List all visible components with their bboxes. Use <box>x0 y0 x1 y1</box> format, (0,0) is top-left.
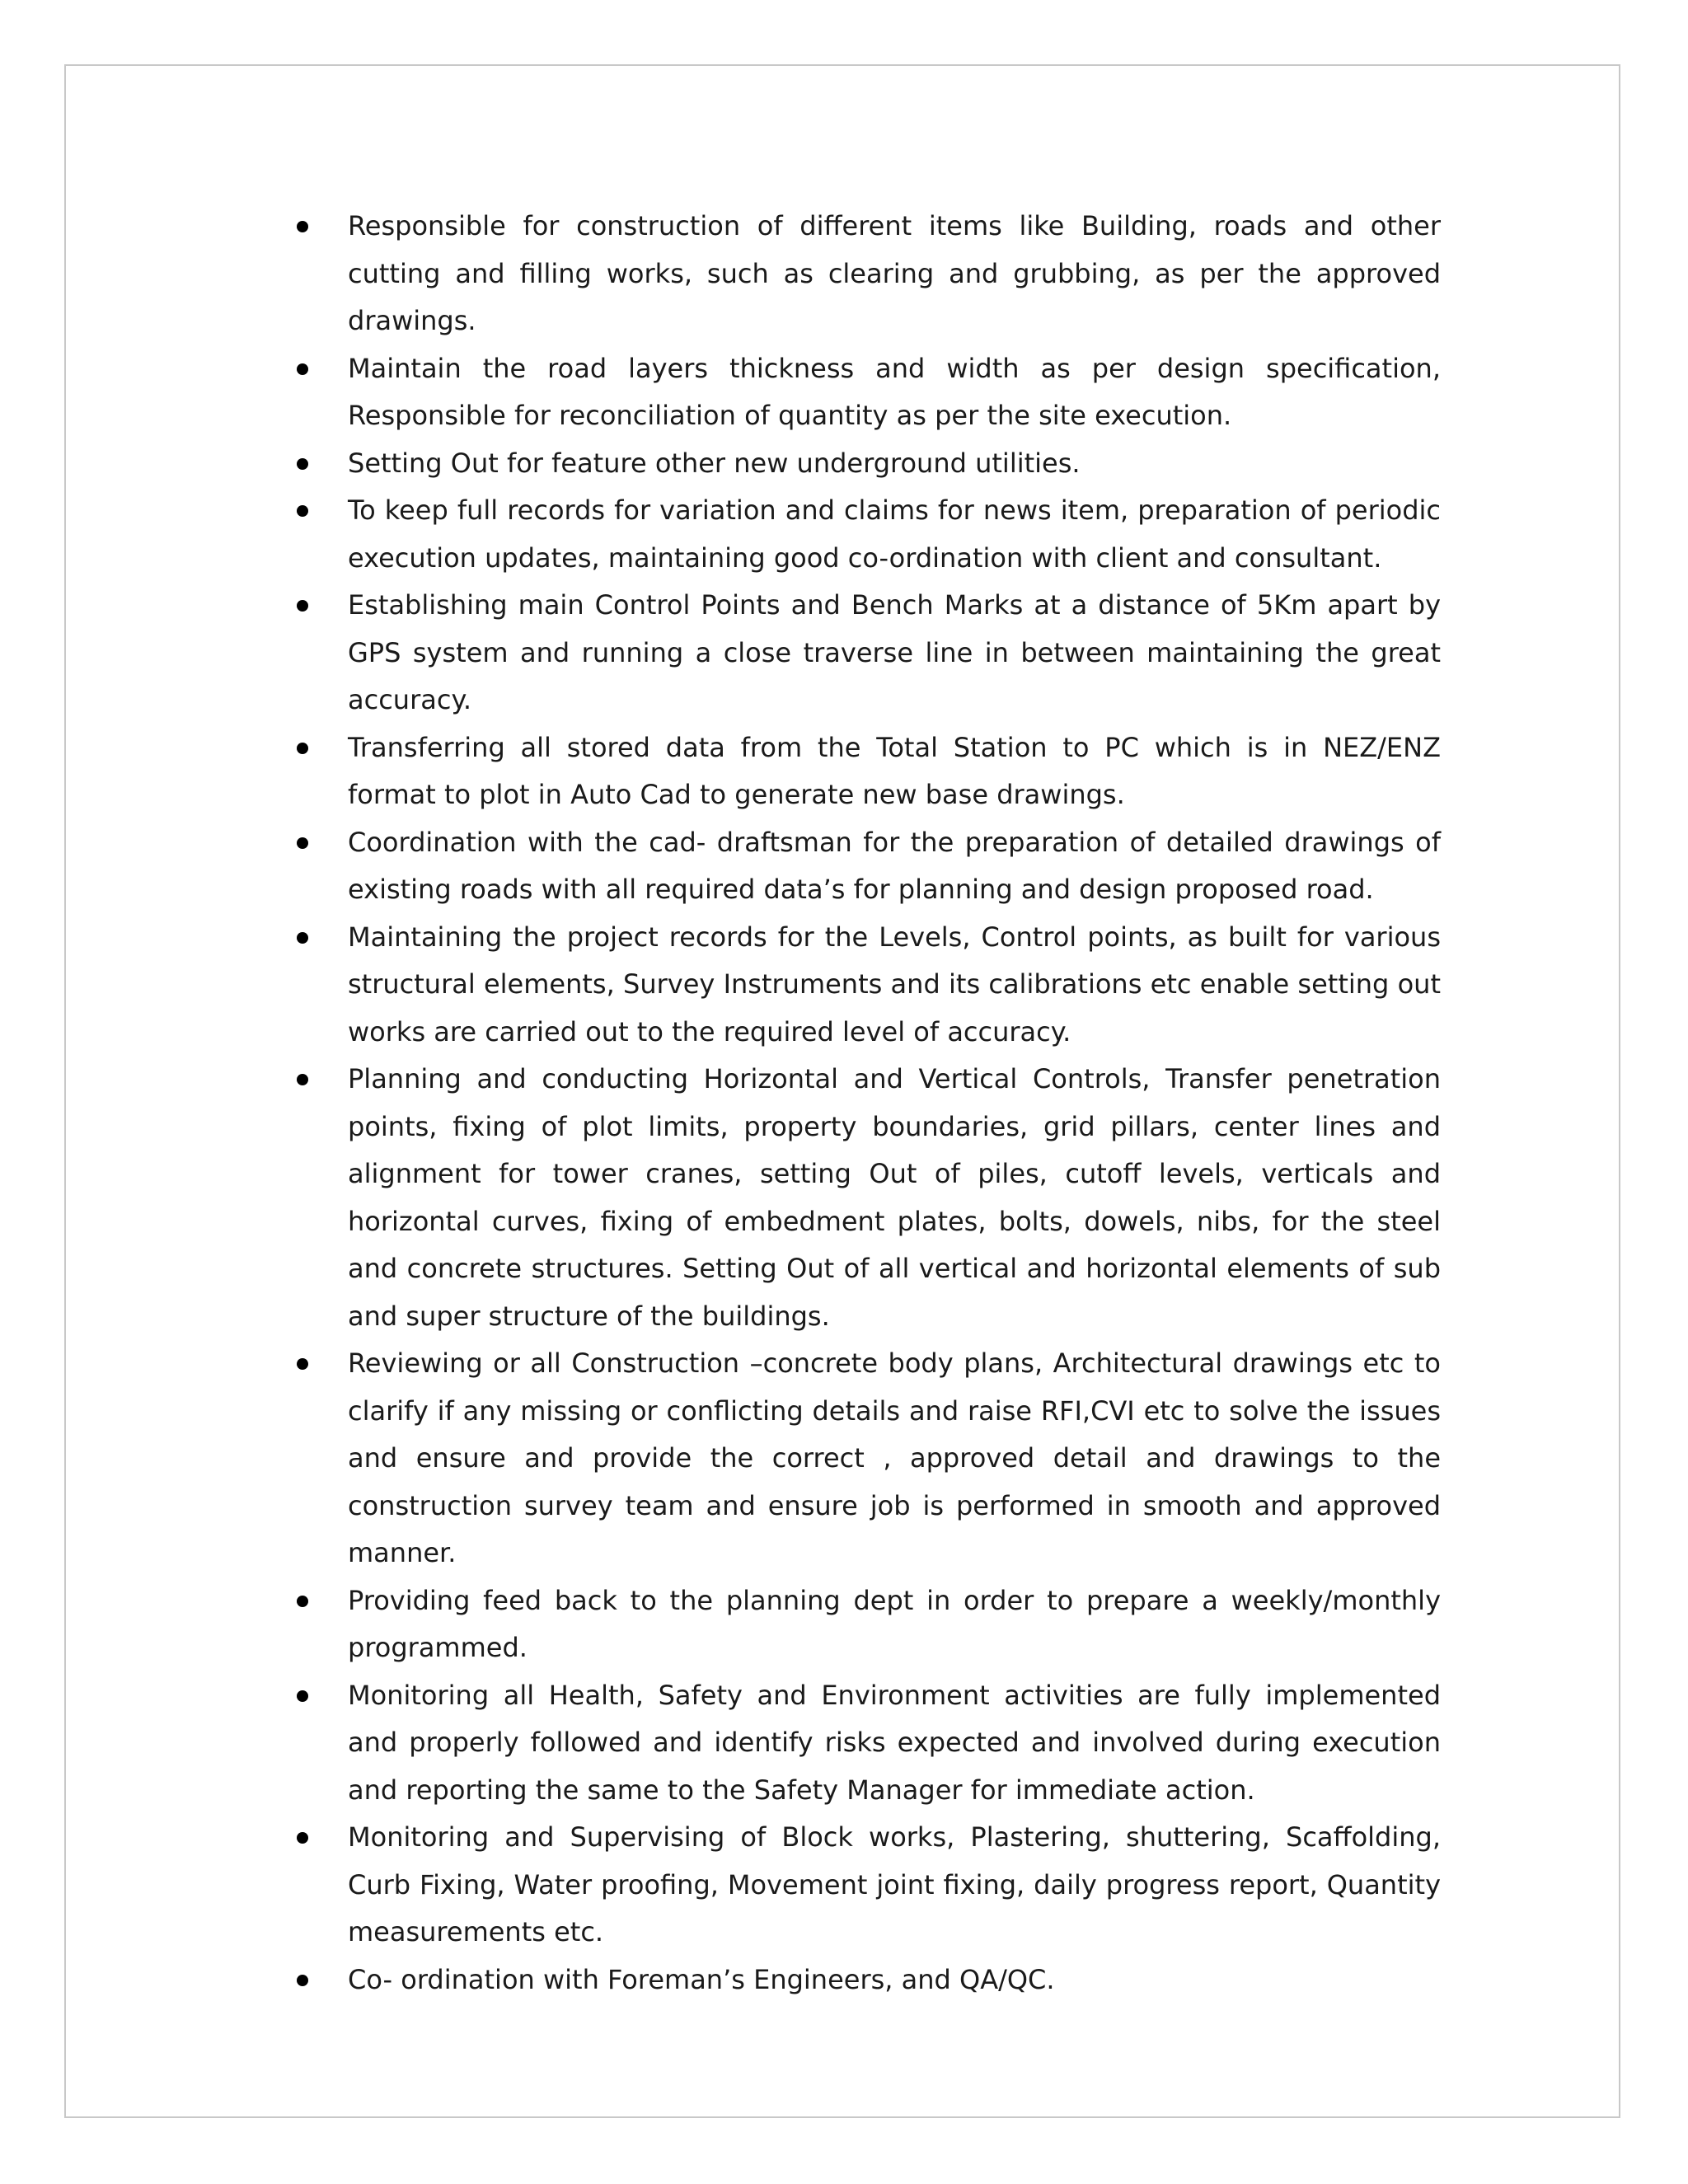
list-item-text: Monitoring all Health, Safety and Environment activities are fully implemented and properly followed and identify risks expected and involved during execution and reporting the same to the Safety Manager for immediate action. <box>348 1679 1441 1806</box>
list-item-text: Maintain the road layers thickness and width as per design specification, Responsible for reconciliation of quantity as per the site execution. <box>348 352 1441 431</box>
bullet-icon <box>297 363 308 375</box>
list-item-text: Planning and conducting Horizontal and Vertical Controls, Transfer penetration points, fixing of plot limits, property boundaries, grid pillars, center lines and alignment for tower cranes, setting Out of piles, cutoff levels, verticals and horizontal curves, fixing of embedment plates, bolts, dowels, nibs, for the steel and concrete structures. Setting Out of all vertical and horizontal elements of sub and super structure of the buildings. <box>348 1063 1441 1332</box>
list-item <box>288 724 1441 819</box>
list-item <box>288 582 1441 724</box>
bullet-icon <box>297 1074 308 1085</box>
list-item <box>288 1577 1441 1672</box>
bullet-icon <box>297 1690 308 1702</box>
bullet-icon <box>297 458 308 470</box>
bullet-icon <box>297 1975 308 1986</box>
list-item-text: Maintaining the project records for the Levels, Control points, as built for various structural elements, Survey Instruments and its calibrations etc enable setting out works are carried out to the required level of accuracy. <box>348 921 1441 1047</box>
list-item-text: Providing feed back to the planning dept in order to prepare a weekly/monthly programmed. <box>348 1584 1441 1663</box>
list-item <box>288 345 1441 440</box>
list-item <box>288 487 1441 582</box>
list-item <box>288 440 1441 488</box>
list-item <box>288 819 1441 914</box>
list-item <box>288 1814 1441 1957</box>
list-item <box>288 914 1441 1057</box>
bullet-icon <box>297 1358 308 1370</box>
list-item-text: To keep full records for variation and claims for news item, preparation of periodic execution updates, maintaining good co-ordination with client and consultant. <box>348 494 1441 574</box>
list-item-text: Coordination with the cad- draftsman for the preparation of detailed drawings of existing roads with all required data’s for planning and design proposed road. <box>348 826 1441 905</box>
document-body <box>288 203 1441 2004</box>
bullet-icon <box>297 1832 308 1844</box>
list-item <box>288 1957 1441 2004</box>
list-item <box>288 1672 1441 1815</box>
responsibilities-list <box>288 203 1441 2004</box>
bullet-icon <box>297 600 308 612</box>
list-item-text: Responsible for construction of different items like Building, roads and other cutting and filling works, such as clearing and grubbing, as per the approved drawings. <box>348 210 1441 336</box>
list-item <box>288 1340 1441 1577</box>
bullet-icon <box>297 221 308 232</box>
list-item-text: Setting Out for feature other new underground utilities. <box>348 447 1081 479</box>
list-item-text: Transferring all stored data from the Total Station to PC which is in NEZ/ENZ format to plot in Auto Cad to generate new base drawings. <box>348 731 1441 810</box>
list-item <box>288 203 1441 345</box>
bullet-icon <box>297 743 308 754</box>
list-item-text: Monitoring and Supervising of Block works, Plastering, shuttering, Scaffolding, Curb Fixing, Water proofing, Movement joint fixing, daily progress report, Quantity measurements etc. <box>348 1821 1441 1947</box>
list-item-text: Co- ordination with Foreman’s Engineers, and QA/QC. <box>348 1963 1055 1995</box>
bullet-icon <box>297 837 308 849</box>
list-item <box>288 1056 1441 1340</box>
list-item-text: Establishing main Control Points and Bench Marks at a distance of 5Km apart by GPS system and running a close traverse line in between maintaining the great accuracy. <box>348 589 1441 715</box>
bullet-icon <box>297 1596 308 1607</box>
bullet-icon <box>297 932 308 944</box>
list-item-text: Reviewing or all Construction –concrete body plans, Architectural drawings etc to clarify if any missing or conflicting details and raise RFI,CVI etc to solve the issues and ensure and provide the correct , approved detail and drawings to the construction survey team and ensure job is performed in smooth and approved manner. <box>348 1347 1441 1568</box>
bullet-icon <box>297 505 308 517</box>
